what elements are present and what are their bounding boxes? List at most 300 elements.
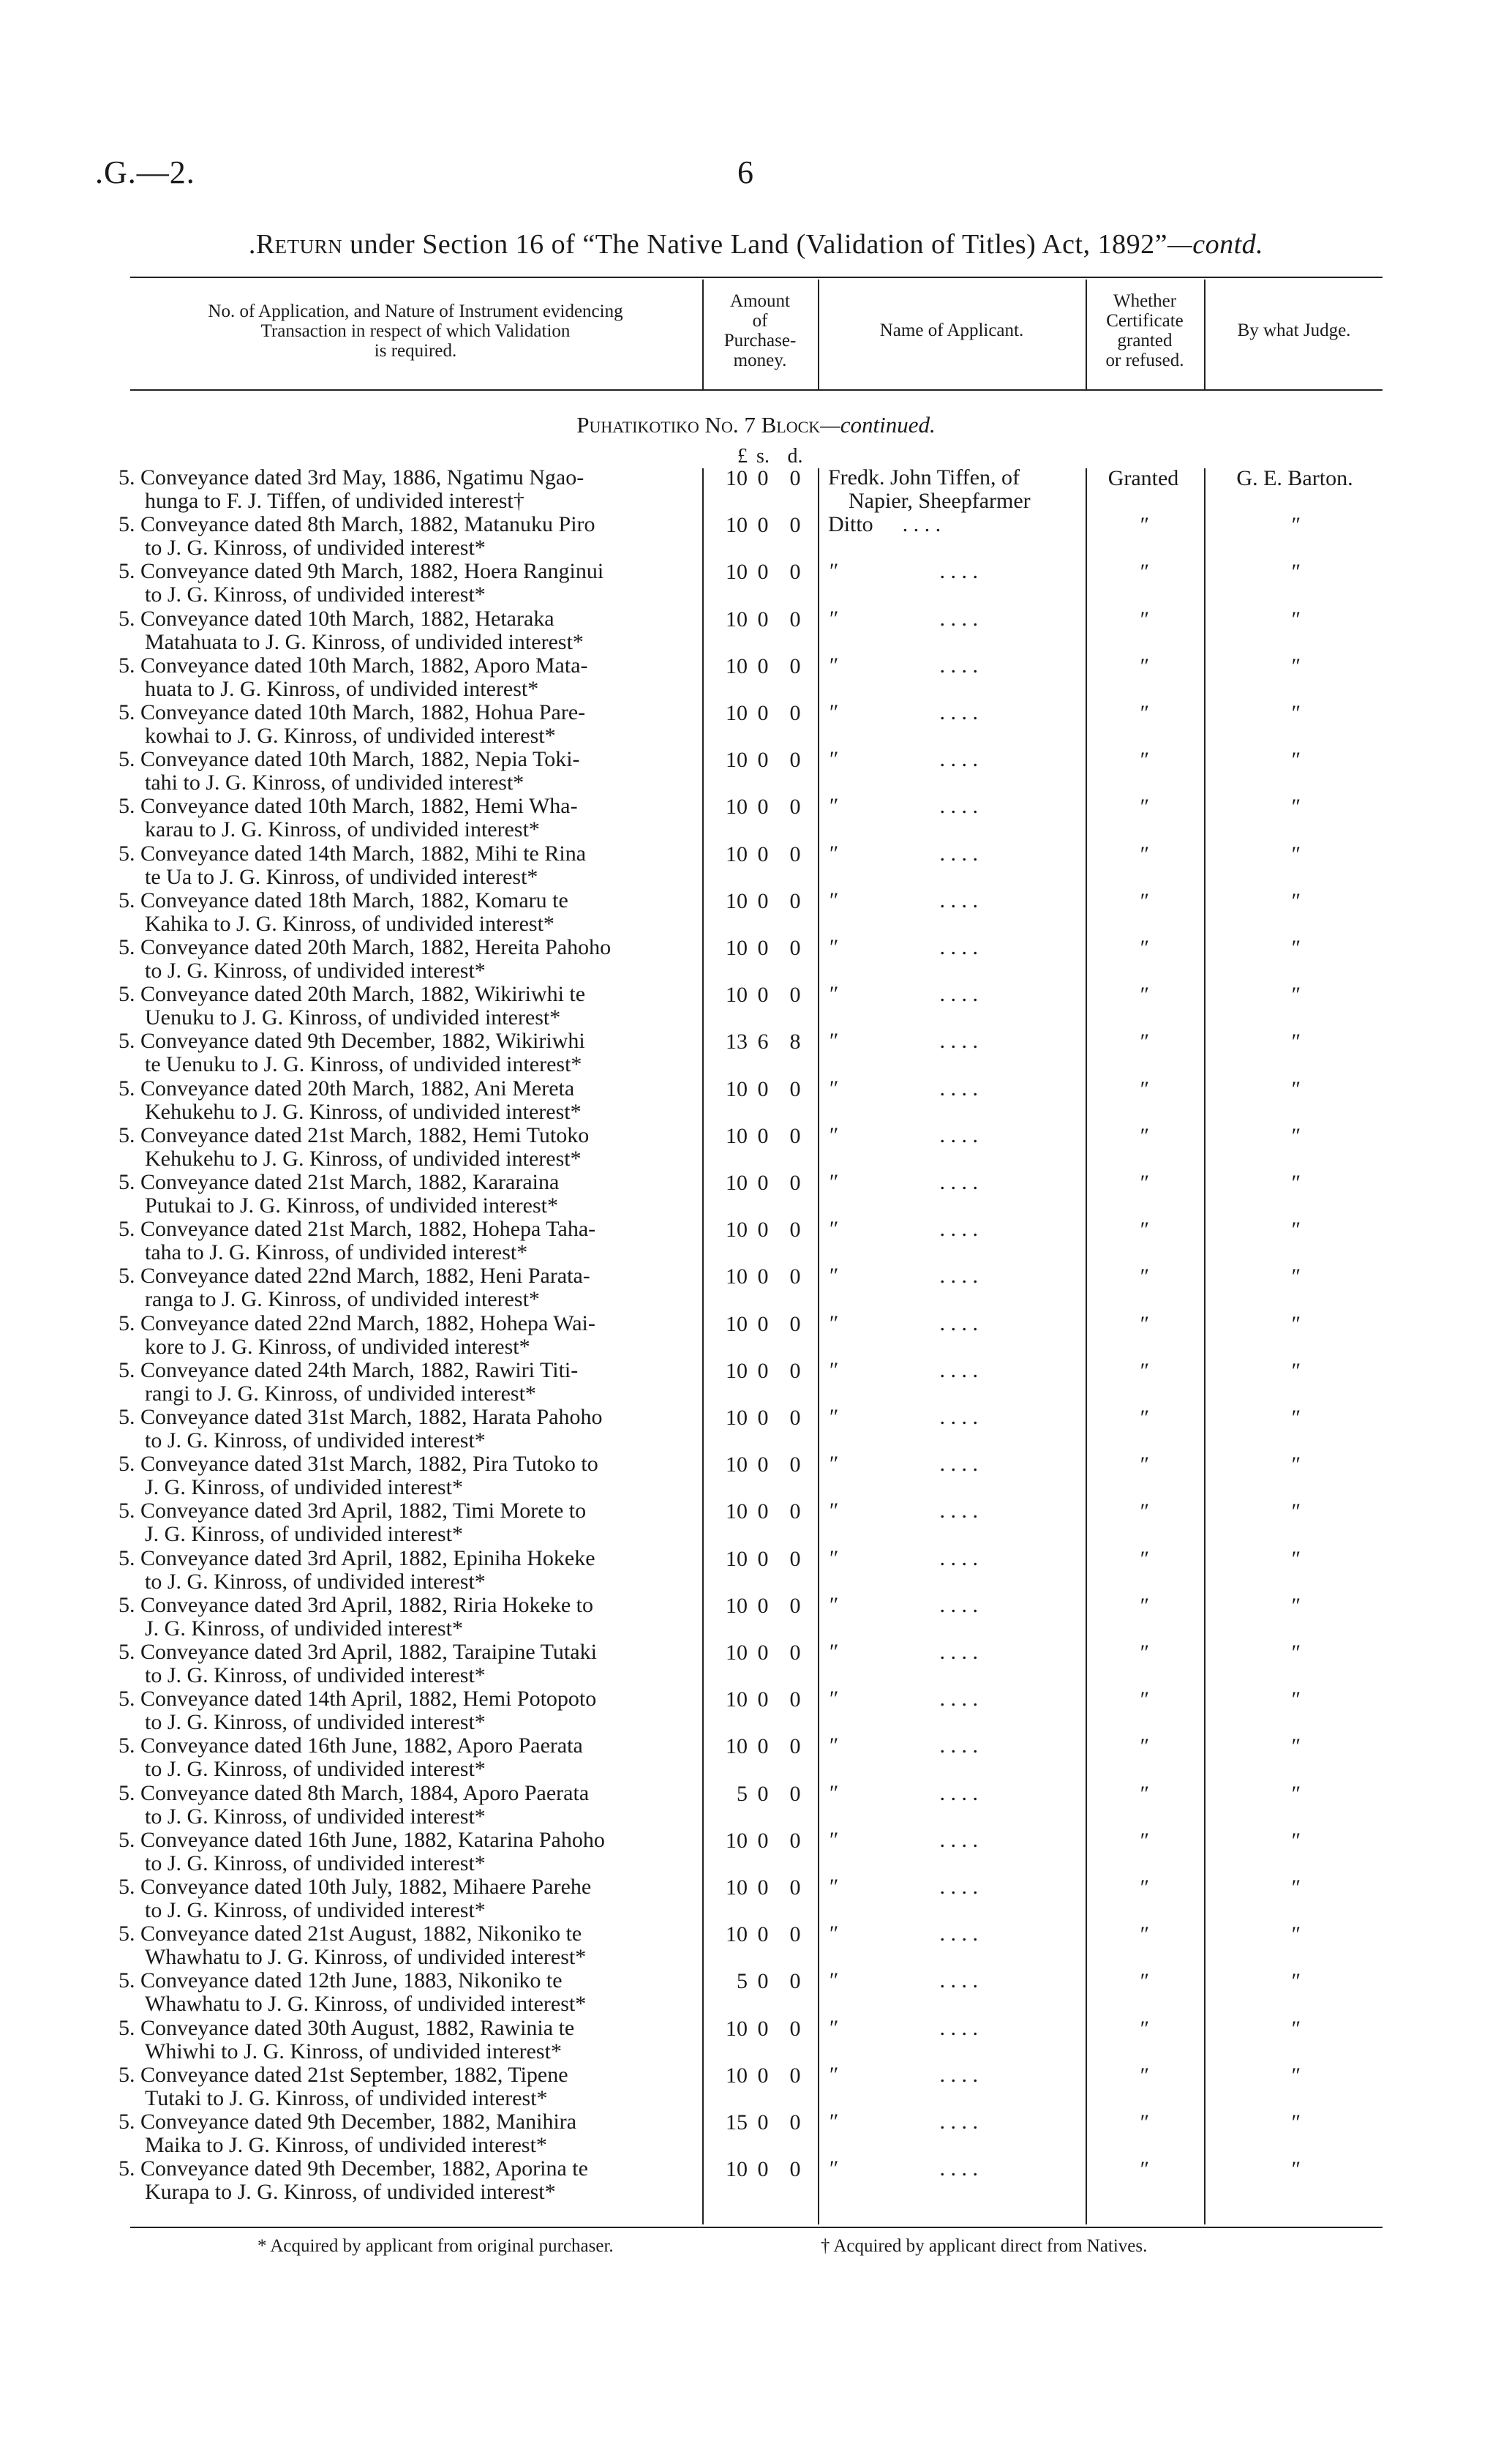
row-description-line1: Conveyance dated 21st August, 1882, Nikoniko te	[140, 1922, 582, 1946]
amount-shillings: 0	[757, 701, 769, 725]
row-number: 5.	[119, 1733, 135, 1758]
ditto-dots: . . . .	[939, 2156, 978, 2181]
applicant-name	[828, 1171, 978, 1194]
applicant-name-text: ″	[828, 2110, 838, 2134]
row-description	[119, 1030, 704, 1053]
amount-shillings: 0	[757, 983, 769, 1008]
amount-shillings: 0	[757, 1499, 769, 1524]
applicant-name-text: ″	[828, 2156, 838, 2181]
table-row	[0, 654, 1512, 701]
row-description	[119, 1264, 704, 1288]
table-row	[0, 1829, 1512, 1875]
row-description	[119, 795, 704, 818]
amount-pounds: 10	[726, 1546, 748, 1571]
judge-name: ″	[1290, 653, 1300, 678]
amount-pounds: 10	[726, 841, 748, 866]
row-description-line2: te Ua to J. G. Kinross, of undivided interest*	[145, 864, 538, 889]
amount-pence: 0	[789, 1641, 801, 1665]
row-description-line2: Kehukehu to J. G. Kinross, of undivided interest*	[145, 1146, 582, 1171]
header-amount-line: Amount	[730, 291, 790, 311]
row-description-line1: Conveyance dated 22nd March, 1882, Hohepa Wai-	[140, 1311, 595, 1335]
row-number: 5.	[119, 559, 135, 584]
table-row	[0, 1687, 1512, 1734]
amount-pounds: 10	[726, 748, 748, 773]
amount-pounds: 10	[726, 1311, 748, 1336]
row-number: 5.	[119, 1311, 135, 1335]
pence-heading: d.	[787, 445, 803, 468]
amount-pounds: 10	[726, 653, 748, 678]
row-number: 5.	[119, 1499, 135, 1523]
header-amount-line: Purchase-	[723, 331, 797, 350]
row-description-line1: Conveyance dated 9th December, 1882, Aporina te	[140, 2156, 588, 2181]
amount-shillings: 0	[757, 2110, 769, 2134]
header-amount-line: money.	[733, 350, 787, 370]
footnote-star: * Acquired by applicant from original purchaser.	[257, 2236, 614, 2256]
title-lead: .Return	[248, 229, 343, 260]
ditto-dots: . . . .	[939, 1733, 978, 1758]
block-contd: —continued.	[820, 412, 936, 438]
row-description-line1: Conveyance dated 10th March, 1882, Aporo Mata-	[140, 653, 588, 678]
row-description-line2: tahi to J. G. Kinross, of undivided interest*	[145, 771, 524, 795]
judge-name: ″	[1290, 1828, 1300, 1853]
amount-shillings: 0	[757, 466, 769, 490]
row-description-line1: Conveyance dated 20th March, 1882, Ani Mereta	[140, 1076, 575, 1101]
certificate-status: ″	[1138, 513, 1148, 538]
row-description	[119, 1218, 704, 1241]
certificate-status: Granted	[1107, 466, 1179, 490]
ditto-dots: . . . .	[939, 1592, 978, 1617]
amount-pounds: 10	[726, 795, 748, 820]
amount-pence: 0	[789, 1593, 801, 1618]
ditto-dots: . . . .	[939, 1076, 978, 1101]
amount-shillings: 0	[757, 513, 769, 538]
amount-pounds: 10	[726, 1123, 748, 1148]
amount-pounds: 10	[726, 2157, 748, 2182]
amount-shillings: 0	[757, 1875, 769, 1900]
row-description-line1: Conveyance dated 21st March, 1882, Hemi Tutoko	[140, 1122, 590, 1147]
row-description-line2: to J. G. Kinross, of undivided interest*	[145, 1851, 486, 1875]
row-description	[119, 1406, 704, 1429]
applicant-name-text: ″	[828, 1640, 838, 1664]
row-number: 5.	[119, 465, 135, 490]
row-number: 5.	[119, 2062, 135, 2087]
header-amount-line: of	[752, 311, 768, 331]
amount-shillings: 0	[757, 1123, 769, 1148]
applicant-name	[828, 1922, 978, 1946]
certificate-status: ″	[1138, 1264, 1148, 1289]
applicant-name-text: Ditto	[828, 512, 873, 537]
row-description-line1: Conveyance dated 16th June, 1882, Aporo Paerata	[140, 1733, 583, 1758]
row-description-line1: Conveyance dated 21st March, 1882, Hohepa Taha-	[140, 1217, 596, 1242]
row-description-line2: to J. G. Kinross, of undivided interest*	[145, 1663, 486, 1687]
row-description-line2: Tutaki to J. G. Kinross, of undivided interest*	[145, 2085, 548, 2110]
amount-pounds: 10	[726, 1828, 748, 1853]
amount-pounds: 10	[726, 2016, 748, 2041]
amount-shillings: 0	[757, 1828, 769, 1853]
amount-shillings: 0	[757, 607, 769, 631]
amount-shillings: 0	[757, 1641, 769, 1665]
applicant-name-text: ″	[828, 2062, 838, 2087]
row-description	[119, 1875, 704, 1899]
table-row	[0, 1499, 1512, 1546]
applicant-name	[828, 936, 978, 959]
row-description-line1: Conveyance dated 14th April, 1882, Hemi Potopoto	[140, 1687, 597, 1712]
applicant-name	[828, 2017, 978, 2040]
applicant-name	[828, 607, 978, 631]
column-rule	[1086, 280, 1087, 389]
amount-pence: 0	[789, 1218, 801, 1242]
certificate-status: ″	[1138, 1828, 1148, 1853]
certificate-status: ″	[1138, 2110, 1148, 2134]
amount-pence: 0	[789, 466, 801, 490]
judge-name: ″	[1290, 1499, 1300, 1524]
row-number: 5.	[119, 653, 135, 678]
header-description-line: Transaction in respect of which Validation	[260, 321, 571, 341]
row-description-line1: Conveyance dated 3rd April, 1882, Timi Morete to	[140, 1499, 587, 1523]
header-certificate	[1087, 291, 1203, 370]
row-description	[119, 1547, 704, 1570]
applicant-name	[828, 513, 941, 536]
table-row	[0, 1312, 1512, 1359]
amount-pence: 0	[789, 1311, 801, 1336]
applicant-name-text: ″	[828, 606, 838, 631]
row-description-line1: Conveyance dated 10th March, 1882, Hohua Pare-	[140, 700, 586, 724]
page-id: .G.—2.	[95, 154, 195, 190]
applicant-name-text: ″	[828, 1029, 838, 1054]
applicant-name	[828, 842, 978, 866]
applicant-name-text: ″	[828, 935, 838, 959]
table-row	[0, 1875, 1512, 1922]
amount-pounds: 10	[726, 1452, 748, 1477]
applicant-name-text: ″	[828, 1968, 838, 1993]
column-rule	[702, 280, 704, 389]
row-description-line1: Conveyance dated 9th March, 1882, Hoera Ranginui	[140, 559, 604, 584]
ditto-dots: . . . .	[939, 794, 978, 819]
certificate-status: ″	[1138, 1641, 1148, 1665]
applicant-name-text: ″	[828, 1733, 838, 1758]
amount-pounds: 10	[726, 513, 748, 538]
row-number: 5.	[119, 2156, 135, 2181]
header-certificate-line: Certificate	[1106, 311, 1184, 331]
row-description-line2: rangi to J. G. Kinross, of undivided interest*	[145, 1381, 536, 1406]
applicant-name-text: ″	[828, 1687, 838, 1712]
row-description-line2: J. G. Kinross, of undivided interest*	[145, 1522, 463, 1547]
row-description	[119, 466, 704, 490]
row-description	[119, 1782, 704, 1805]
applicant-name-text: Fredk. John Tiffen, of	[828, 465, 1020, 490]
row-description-line1: Conveyance dated 3rd April, 1882, Epiniha Hokeke	[140, 1545, 595, 1570]
amount-pence: 0	[789, 1499, 801, 1524]
applicant-name-text: ″	[828, 653, 838, 678]
certificate-status: ″	[1138, 1875, 1148, 1900]
row-description-line2: Kurapa to J. G. Kinross, of undivided interest*	[145, 2180, 556, 2205]
applicant-name-text: ″	[828, 1264, 838, 1289]
row-description-line1: Conveyance dated 3rd April, 1882, Taraipine Tutaki	[140, 1640, 597, 1664]
row-description-line1: Conveyance dated 9th December, 1882, Manihira	[140, 2110, 577, 2134]
amount-pence: 0	[789, 701, 801, 725]
amount-shillings: 0	[757, 1734, 769, 1759]
certificate-status: ″	[1138, 2157, 1148, 2182]
ditto-dots: . . . .	[939, 653, 978, 678]
row-number: 5.	[119, 1827, 135, 1852]
amount-shillings: 0	[757, 1687, 769, 1712]
row-number: 5.	[119, 1452, 135, 1477]
amount-pence: 0	[789, 1546, 801, 1571]
row-description-line2: Maika to J. G. Kinross, of undivided interest*	[145, 2133, 547, 2157]
applicant-name-text: ″	[828, 1452, 838, 1477]
amount-shillings: 0	[757, 1264, 769, 1289]
row-description	[119, 1734, 704, 1758]
header-description-line: No. of Application, and Nature of Instrument evidencing	[208, 301, 623, 321]
applicant-name-text: ″	[828, 1170, 838, 1194]
row-number: 5.	[119, 1968, 135, 1993]
ditto-dots: . . . .	[939, 1405, 978, 1429]
table-row	[0, 607, 1512, 654]
row-description-line1: Conveyance dated 3rd April, 1882, Riria Hokeke to	[140, 1592, 594, 1617]
amount-shillings: 0	[757, 1969, 769, 1994]
amount-pence: 0	[789, 1452, 801, 1477]
amount-pounds: 10	[726, 701, 748, 725]
applicant-name	[828, 983, 978, 1006]
certificate-status: ″	[1138, 795, 1148, 820]
row-description-line1: Conveyance dated 12th June, 1883, Nikoniko te	[140, 1968, 563, 1993]
ditto-dots: . . . .	[939, 888, 978, 912]
table-row	[0, 795, 1512, 841]
judge-name: ″	[1290, 1922, 1300, 1947]
amount-pence: 0	[789, 2016, 801, 2041]
table-row	[0, 1922, 1512, 1969]
amount-pounds: 10	[726, 983, 748, 1008]
table-row	[0, 2017, 1512, 2063]
amount-pence: 0	[789, 983, 801, 1008]
table-row	[0, 842, 1512, 889]
amount-shillings: 0	[757, 795, 769, 820]
amount-pounds: 10	[726, 560, 748, 585]
page-number: 6	[737, 154, 753, 190]
amount-pounds: 10	[726, 1593, 748, 1618]
ditto-dots: . . . .	[939, 2110, 978, 2134]
amount-pence: 0	[789, 936, 801, 960]
row-description-line2: Matahuata to J. G. Kinross, of undivided interest*	[145, 629, 584, 654]
certificate-status: ″	[1138, 1311, 1148, 1336]
row-description	[119, 2110, 704, 2134]
amount-pounds: 5	[737, 1781, 748, 1806]
row-description	[119, 1359, 704, 1382]
certificate-status: ″	[1138, 1546, 1148, 1571]
row-description-line1: Conveyance dated 10th March, 1882, Hemi Wha-	[140, 794, 578, 819]
judge-name: ″	[1290, 1452, 1300, 1477]
amount-pounds: 10	[726, 1875, 748, 1900]
judge-name: ″	[1290, 1076, 1300, 1101]
applicant-name-text: ″	[828, 700, 838, 724]
certificate-status: ″	[1138, 1499, 1148, 1524]
applicant-name-text: ″	[828, 1545, 838, 1570]
judge-name: ″	[1290, 1875, 1300, 1900]
ditto-dots: . . . .	[939, 841, 978, 866]
table-row	[0, 1547, 1512, 1594]
row-number: 5.	[119, 512, 135, 537]
row-description	[119, 1922, 704, 1946]
row-number: 5.	[119, 888, 135, 912]
table-row	[0, 1218, 1512, 1264]
amount-shillings: 0	[757, 1076, 769, 1101]
ditto-dots: . . . .	[939, 1780, 978, 1805]
row-description-line2: karau to J. G. Kinross, of undivided interest*	[145, 817, 540, 842]
table-row	[0, 936, 1512, 983]
table-row	[0, 701, 1512, 748]
header-amount	[704, 291, 816, 370]
table-row	[0, 2157, 1512, 2204]
amount-pounds: 15	[726, 2110, 748, 2134]
applicant-name	[828, 1782, 978, 1805]
ditto-dots: . . . .	[939, 935, 978, 959]
amount-pence: 0	[789, 1171, 801, 1195]
applicant-name	[828, 1030, 978, 1053]
row-number: 5.	[119, 606, 135, 631]
row-description-line1: Conveyance dated 16th June, 1882, Katarina Pahoho	[140, 1827, 605, 1852]
judge-name: ″	[1290, 2157, 1300, 2182]
certificate-status: ″	[1138, 1593, 1148, 1618]
amount-shillings: 0	[757, 1452, 769, 1477]
row-description-line2: ranga to J. G. Kinross, of undivided interest*	[145, 1287, 540, 1312]
row-description-line1: Conveyance dated 9th December, 1882, Wikiriwhi	[140, 1029, 585, 1054]
ditto-dots: . . . .	[939, 1499, 978, 1523]
table-row	[0, 1641, 1512, 1687]
amount-shillings: 0	[757, 1358, 769, 1383]
certificate-status: ″	[1138, 607, 1148, 631]
amount-shillings: 0	[757, 888, 769, 913]
certificate-status: ″	[1138, 1030, 1148, 1054]
amount-pence: 0	[789, 1264, 801, 1289]
amount-pounds: 10	[726, 1218, 748, 1242]
applicant-name	[828, 1359, 978, 1382]
judge-name: ″	[1290, 1546, 1300, 1571]
ditto-dots: . . . .	[939, 1640, 978, 1664]
row-description-line2: to J. G. Kinross, of undivided interest*	[145, 1710, 486, 1735]
row-number: 5.	[119, 794, 135, 819]
row-description	[119, 1499, 704, 1523]
row-description-line2: huata to J. G. Kinross, of undivided interest*	[145, 676, 539, 701]
row-description	[119, 2063, 704, 2087]
row-description	[119, 1077, 704, 1101]
judge-name: ″	[1290, 1218, 1300, 1242]
table-row	[0, 748, 1512, 795]
amount-shillings: 0	[757, 560, 769, 585]
certificate-status: ″	[1138, 888, 1148, 913]
column-rule	[1204, 280, 1206, 389]
row-description-line1: Conveyance dated 10th March, 1882, Hetaraka	[140, 606, 554, 631]
row-description	[119, 1641, 704, 1664]
applicant-name	[828, 1969, 978, 1992]
applicant-name-text: ″	[828, 888, 838, 912]
judge-name: ″	[1290, 513, 1300, 538]
judge-name: ″	[1290, 701, 1300, 725]
judge-name: ″	[1290, 1781, 1300, 1806]
table-row	[0, 2063, 1512, 2110]
applicant-name-text: ″	[828, 1827, 838, 1852]
applicant-name-text: ″	[828, 982, 838, 1007]
certificate-status: ″	[1138, 1687, 1148, 1712]
amount-pence: 0	[789, 653, 801, 678]
ditto-dots: . . . .	[939, 2015, 978, 2040]
row-number: 5.	[119, 1264, 135, 1289]
applicant-name	[828, 1312, 978, 1335]
amount-shillings: 0	[757, 1218, 769, 1242]
applicant-name	[828, 560, 978, 583]
row-description-line2: Kehukehu to J. G. Kinross, of undivided interest*	[145, 1099, 582, 1124]
certificate-status: ″	[1138, 936, 1148, 960]
ditto-dots: . . . .	[939, 1545, 978, 1570]
row-description	[119, 2157, 704, 2181]
certificate-status: ″	[1138, 2016, 1148, 2041]
row-description-line1: Conveyance dated 21st September, 1882, Tipene	[140, 2062, 568, 2087]
applicant-name	[828, 748, 978, 771]
applicant-name	[828, 1687, 978, 1711]
judge-name: ″	[1290, 1641, 1300, 1665]
ditto-dots: . . . .	[939, 2062, 978, 2087]
amount-shillings: 0	[757, 1546, 769, 1571]
row-description-line1: Conveyance dated 20th March, 1882, Wikiriwhi te	[140, 982, 586, 1007]
certificate-status: ″	[1138, 1358, 1148, 1383]
row-description	[119, 936, 704, 959]
applicant-name-text: ″	[828, 1780, 838, 1805]
row-number: 5.	[119, 1029, 135, 1054]
block-name: Puhatikotiko No. 7 Block	[576, 412, 821, 438]
row-description-line1: Conveyance dated 21st March, 1882, Kararaina	[140, 1170, 560, 1194]
applicant-name-text: ″	[828, 1311, 838, 1335]
amount-pence: 0	[789, 1875, 801, 1900]
ditto-dots: . . . .	[939, 1170, 978, 1194]
row-description-line2: to J. G. Kinross, of undivided interest*	[145, 536, 486, 561]
row-number: 5.	[119, 747, 135, 772]
row-description	[119, 654, 704, 678]
judge-name: ″	[1290, 1687, 1300, 1712]
amount-pence: 0	[789, 1123, 801, 1148]
judge-name: ″	[1290, 1969, 1300, 1994]
amount-pounds: 10	[726, 466, 748, 490]
ditto-dots: . . . .	[939, 747, 978, 772]
certificate-status: ″	[1138, 983, 1148, 1008]
row-number: 5.	[119, 2110, 135, 2134]
ditto-dots: . . . .	[939, 1311, 978, 1335]
row-description-line1: Conveyance dated 18th March, 1882, Komaru te	[140, 888, 568, 912]
applicant-name-text: ″	[828, 1875, 838, 1899]
applicant-name-text: ″	[828, 1076, 838, 1101]
applicant-name	[828, 1452, 978, 1476]
amount-pounds: 10	[726, 2063, 748, 2088]
applicant-name-text: ″	[828, 559, 838, 584]
row-number: 5.	[119, 700, 135, 724]
applicant-name-text: ″	[828, 1217, 838, 1242]
amount-pence: 0	[789, 1734, 801, 1759]
ditto-dots: . . . .	[939, 1922, 978, 1946]
row-description-line2: J. G. Kinross, of undivided interest*	[145, 1616, 463, 1641]
amount-pence: 0	[789, 888, 801, 913]
row-description	[119, 2017, 704, 2040]
amount-pounds: 5	[737, 1969, 748, 1994]
applicant-name-text: ″	[828, 841, 838, 866]
applicant-name-text: ″	[828, 2015, 838, 2040]
applicant-name	[828, 1124, 978, 1147]
amount-pence: 8	[789, 1030, 801, 1054]
certificate-status: ″	[1138, 1452, 1148, 1477]
amount-pence: 0	[789, 1922, 801, 1947]
table-row	[0, 1594, 1512, 1641]
row-number: 5.	[119, 1357, 135, 1382]
ditto-dots: . . . .	[939, 1217, 978, 1242]
judge-name: ″	[1290, 936, 1300, 960]
row-number: 5.	[119, 1640, 135, 1664]
